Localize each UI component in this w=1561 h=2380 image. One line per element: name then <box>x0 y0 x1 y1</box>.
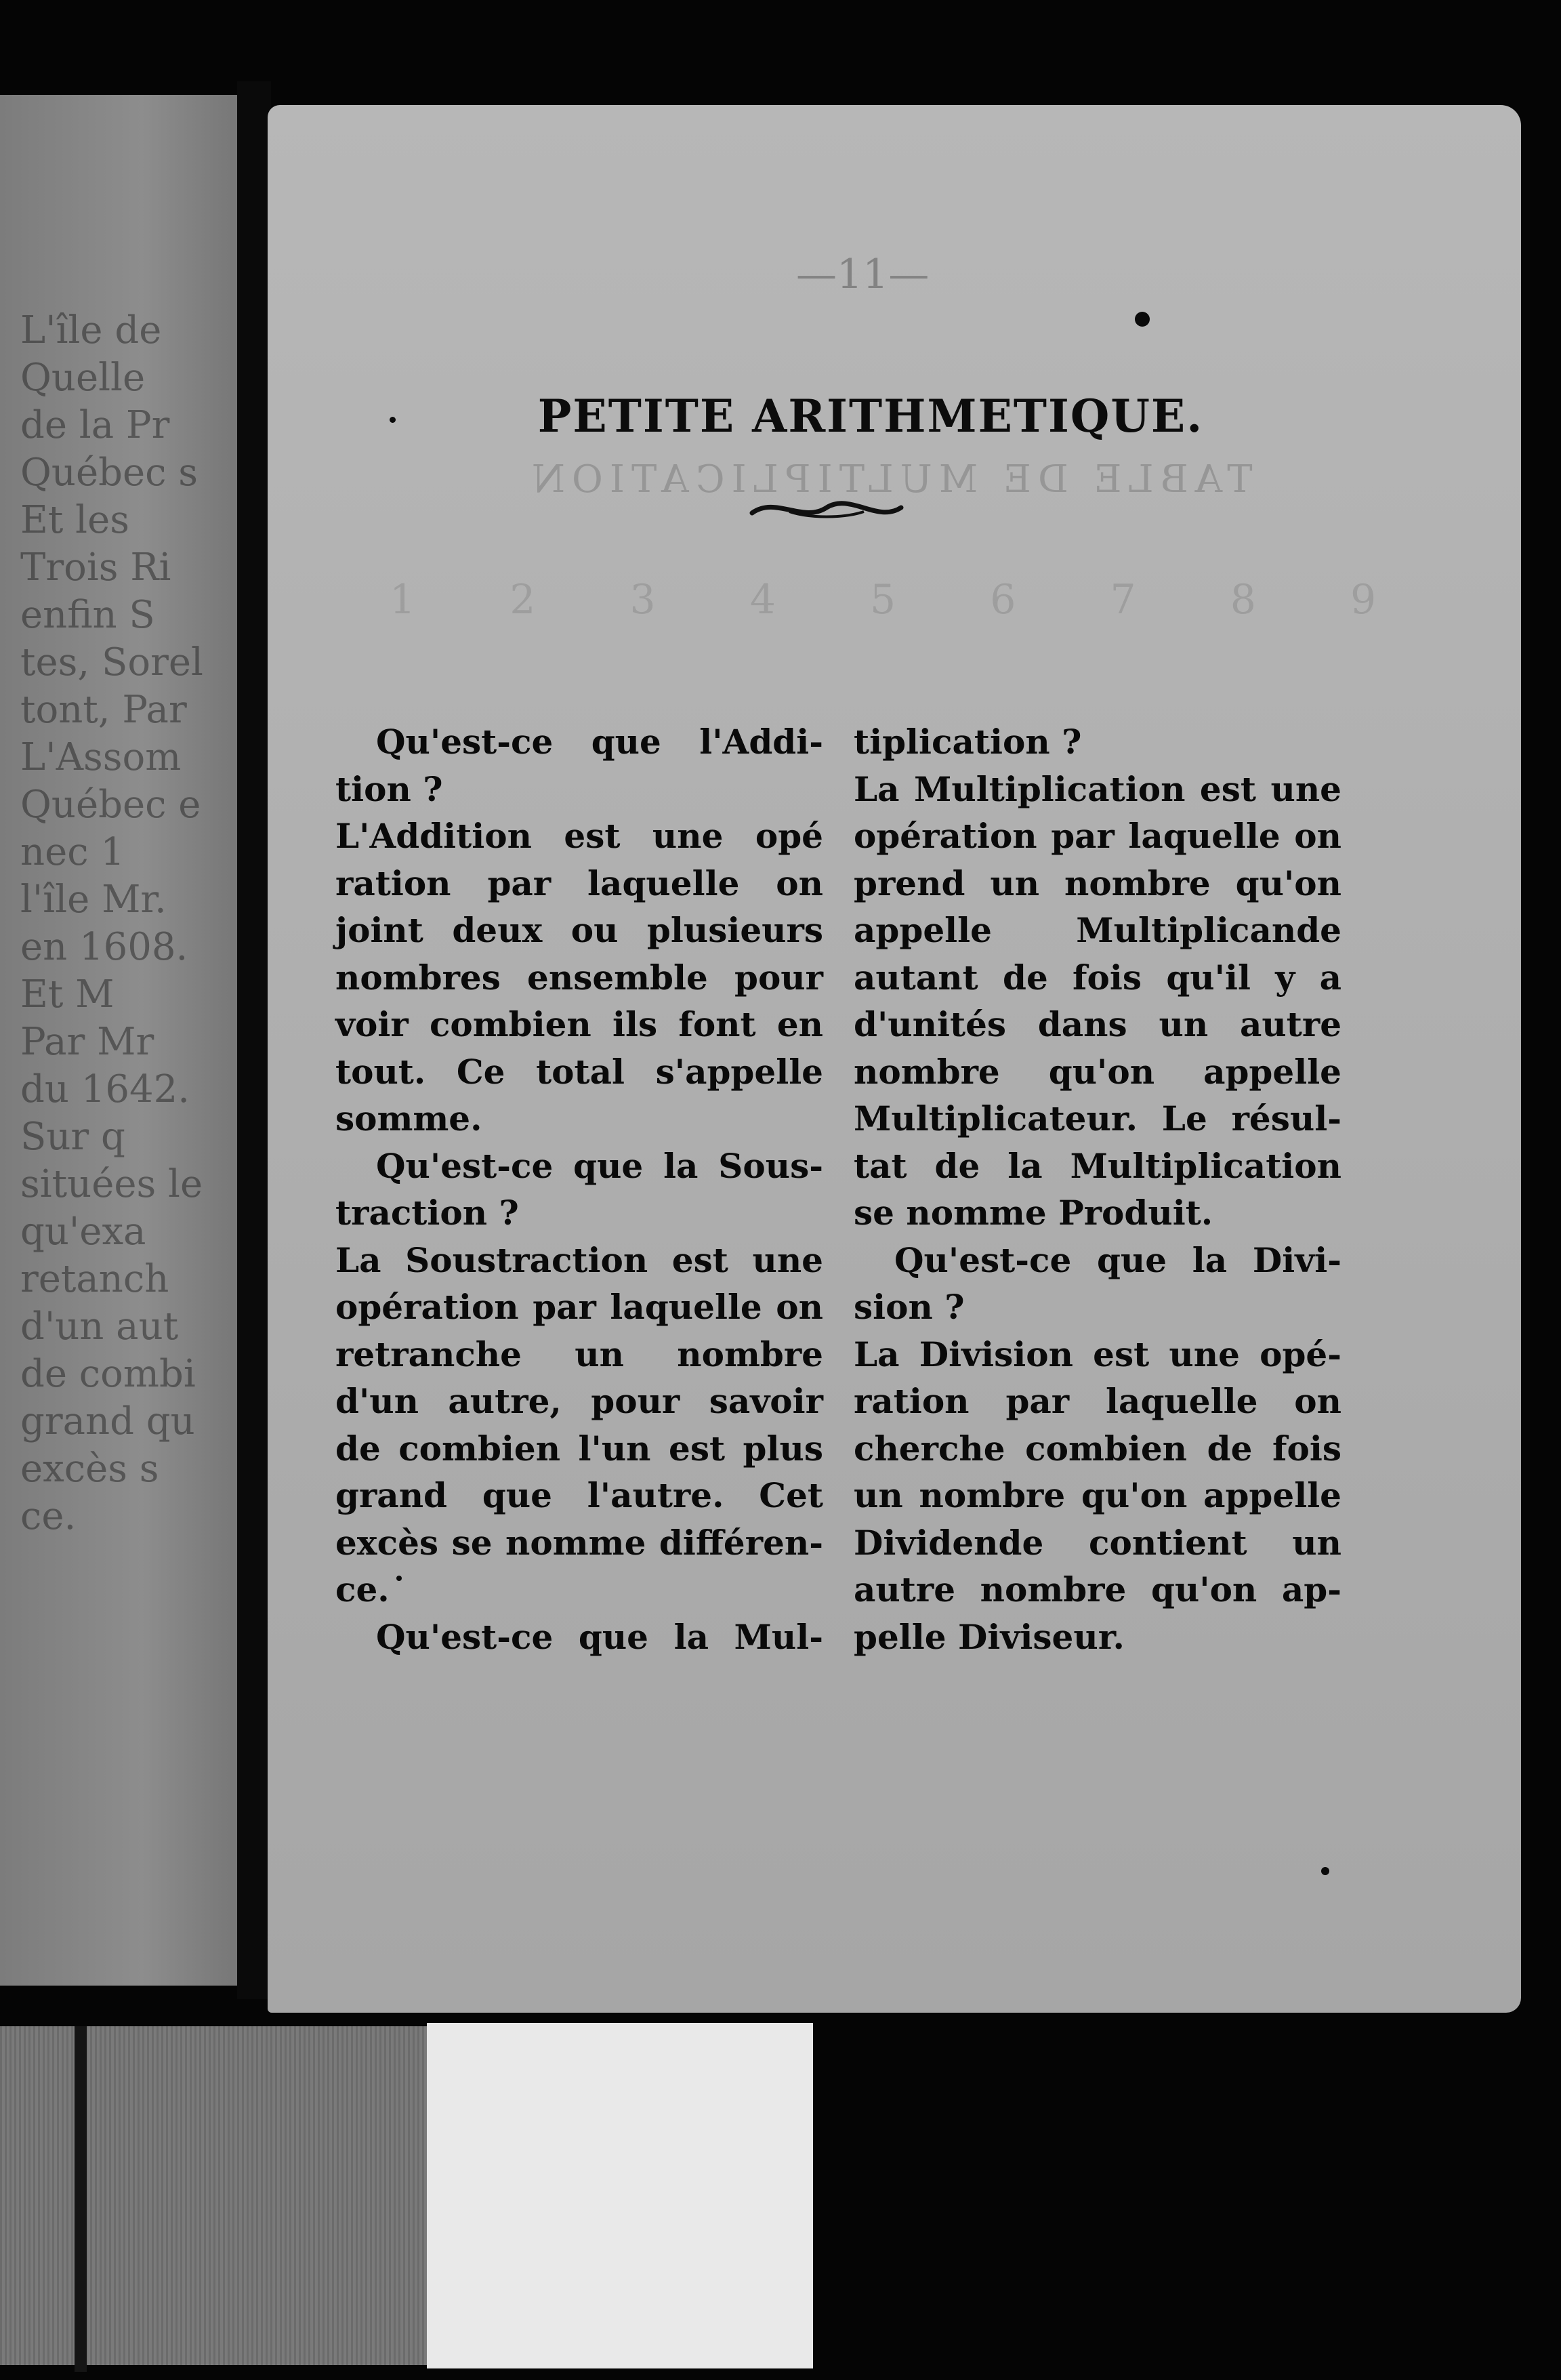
scanner-bed-texture <box>0 2026 427 2365</box>
text-line: nombres ensemble pour <box>335 957 823 998</box>
text-line: se nomme Produit. <box>854 1193 1213 1233</box>
text-line: sion ? <box>854 1287 965 1327</box>
scanner-bed-divider <box>75 2026 87 2372</box>
text-line: autant de fois qu'il y a <box>854 957 1341 998</box>
left-page-text-fragment: de la Pr <box>20 403 170 447</box>
left-page-text-fragment: enfin S <box>20 593 155 637</box>
text-line: tion ? <box>335 768 443 809</box>
text-column-right <box>854 718 1341 1660</box>
text-line: excès se nomme différen- <box>335 1522 823 1563</box>
text-line: autre nombre qu'on ap- <box>854 1569 1341 1609</box>
ink-speck <box>396 1576 402 1581</box>
left-page-text-fragment: excès s <box>20 1447 159 1491</box>
text-line: opération par laquelle on <box>854 816 1341 856</box>
left-page-text-fragment: d'un aut <box>20 1305 179 1349</box>
text-line: somme. <box>335 1099 482 1138</box>
text-line: prend un nombre qu'on <box>854 863 1341 903</box>
text-line: tat de la Multiplication <box>854 1145 1341 1186</box>
left-page-text-fragment: en 1608. <box>20 925 188 969</box>
text-line: cherche combien de fois <box>854 1428 1341 1469</box>
text-line: ration par laquelle on <box>335 863 823 903</box>
text-line: La Multiplication est une <box>854 768 1341 809</box>
text-line: ration par laquelle on <box>854 1381 1341 1421</box>
text-line: Multiplicateur. Le résul- <box>854 1099 1341 1138</box>
text-line: de combien l'un est plus <box>335 1428 823 1469</box>
text-line: opération par laquelle on <box>335 1287 823 1327</box>
text-line: La Soustraction est une <box>335 1239 823 1280</box>
scanner-bed-light-area <box>427 2023 813 2368</box>
text-line: L'Addition est une opé <box>335 816 823 856</box>
page-title: PETITE ARITHMETIQUE. <box>537 390 1204 443</box>
main-page <box>268 105 1521 2013</box>
text-line: joint deux ou plusieurs <box>335 910 823 950</box>
text-line: Qu'est-ce que la Divi- <box>894 1239 1341 1280</box>
left-page-text-fragment: Et M <box>20 972 115 1017</box>
left-page-text-fragment: nec 1 <box>20 830 125 874</box>
page-gutter <box>237 81 271 1999</box>
left-page-text-fragment: Québec e <box>20 783 201 827</box>
text-column-left <box>335 718 823 1660</box>
text-line: Qu'est-ce que l'Addi- <box>376 722 823 762</box>
text-line: d'unités dans un autre <box>854 1004 1341 1044</box>
ornament-swash-icon <box>749 493 904 527</box>
ink-speck <box>1321 1867 1329 1875</box>
text-line: nombre qu'on appelle <box>854 1051 1341 1092</box>
left-facing-page <box>0 95 237 1986</box>
left-page-text-fragment: L'Assom <box>20 735 182 779</box>
text-line: Qu'est-ce que la Mul- <box>376 1616 823 1657</box>
text-line: grand que l'autre. Cet <box>335 1475 823 1515</box>
left-page-text-fragment: tont, Par <box>20 688 187 732</box>
text-line: un nombre qu'on appelle <box>854 1475 1341 1515</box>
text-line: pelle Diviseur. <box>854 1616 1125 1657</box>
left-page-text-fragment: l'île Mr. <box>20 878 167 922</box>
text-line: Qu'est-ce que la Sous- <box>376 1145 823 1186</box>
text-line: d'un autre, pour savoir <box>335 1381 823 1421</box>
left-page-text-fragment: L'île de <box>20 308 162 352</box>
text-line: tout. Ce total s'appelle <box>335 1051 823 1092</box>
bleed-through-number-row: 1 2 3 4 5 6 7 8 9 <box>390 576 1417 623</box>
left-page-text-fragment: grand qu <box>20 1399 195 1443</box>
ink-speck <box>1135 312 1150 327</box>
text-line: La Division est une opé- <box>854 1334 1341 1374</box>
left-page-text-fragment: situées le <box>20 1162 203 1206</box>
text-line: Dividende contient un <box>854 1522 1341 1563</box>
text-line: appelle Multiplicande <box>854 910 1341 950</box>
text-line: ce. <box>335 1569 390 1609</box>
text-line: retranche un nombre <box>335 1334 823 1374</box>
left-page-text-fragment: tes, Sorel <box>20 640 203 684</box>
left-page-text-fragment: retanch <box>20 1257 169 1301</box>
ink-speck <box>390 417 396 423</box>
left-page-text-fragment: ce. <box>20 1494 77 1538</box>
left-page-text-fragment: du 1642. <box>20 1067 190 1111</box>
left-page-text-fragment: Par Mr <box>20 1020 154 1064</box>
left-page-text-fragment: Québec s <box>20 451 199 495</box>
left-page-text-fragment: Quelle <box>20 356 146 400</box>
left-page-text-fragment: Trois Ri <box>20 546 171 590</box>
text-line: voir combien ils font en <box>335 1004 823 1044</box>
left-page-text-fragment: Et les <box>20 498 129 542</box>
text-line: traction ? <box>335 1193 519 1233</box>
left-page-text-fragment: qu'exa <box>20 1210 146 1254</box>
bleed-through-page-number: —11— <box>796 251 930 298</box>
left-page-text-fragment: de combi <box>20 1352 196 1396</box>
text-line: tiplication ? <box>854 722 1082 762</box>
bleed-through-subtitle: TABLE DE MULTIPLICATION <box>525 457 1253 501</box>
left-page-text-fragment: Sur q <box>20 1115 125 1159</box>
